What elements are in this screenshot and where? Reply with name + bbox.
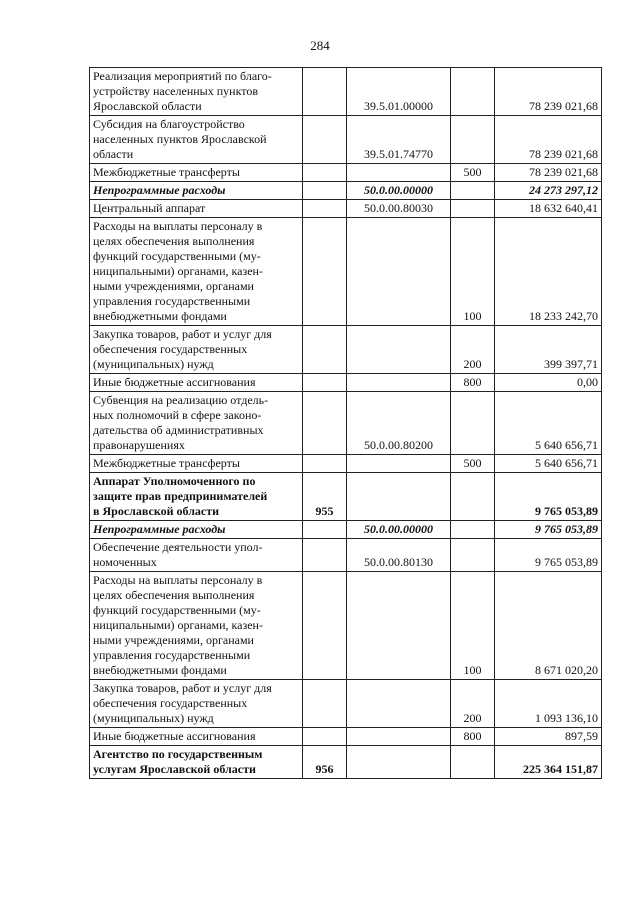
row-name: Расходы на выплаты персоналу в целях обеспечения выполнения функций государственными (му- ниципальными) органами, казен- ными учреждениями, органами управления государственными внебюджетными фондами	[90, 572, 303, 680]
row-department-code	[303, 539, 347, 572]
row-department-code	[303, 392, 347, 455]
row-name: Расходы на выплаты персоналу в целях обеспечения выполнения функций государственными (му- ниципальными) органами, казен- ными учреждениями, органами управления государственными внебюджетными фондами	[90, 218, 303, 326]
table-row	[90, 572, 602, 680]
row-name: Субвенция на реализацию отдель- ных полномочий в сфере законо- дательства об административных правонарушениях	[90, 392, 303, 455]
row-expense-type: 100	[451, 218, 495, 326]
row-department-code	[303, 572, 347, 680]
row-expense-type	[451, 521, 495, 539]
row-amount: 5 640 656,71	[495, 455, 602, 473]
table-row	[90, 680, 602, 728]
table-row	[90, 746, 602, 779]
row-department-code	[303, 326, 347, 374]
row-department-code	[303, 728, 347, 746]
row-amount: 0,00	[495, 374, 602, 392]
row-target-code	[347, 572, 451, 680]
row-department-code	[303, 218, 347, 326]
row-target-code	[347, 374, 451, 392]
row-amount: 399 397,71	[495, 326, 602, 374]
table-row	[90, 392, 602, 455]
row-amount: 78 239 021,68	[495, 116, 602, 164]
row-target-code	[347, 326, 451, 374]
row-amount: 5 640 656,71	[495, 392, 602, 455]
row-name: Субсидия на благоустройство населенных пунктов Ярославской области	[90, 116, 303, 164]
row-department-code	[303, 164, 347, 182]
row-target-code	[347, 164, 451, 182]
row-expense-type	[451, 200, 495, 218]
row-department-code	[303, 374, 347, 392]
row-name: Обеспечение деятельности упол- номоченных	[90, 539, 303, 572]
row-name: Реализация мероприятий по благо- устройству населенных пунктов Ярославской области	[90, 68, 303, 116]
row-expense-type	[451, 473, 495, 521]
row-name: Непрограммные расходы	[90, 521, 303, 539]
row-amount: 225 364 151,87	[495, 746, 602, 779]
row-department-code	[303, 680, 347, 728]
table-row	[90, 218, 602, 326]
row-amount: 78 239 021,68	[495, 164, 602, 182]
table-row	[90, 182, 602, 200]
row-target-code: 50.0.00.80200	[347, 392, 451, 455]
row-name: Центральный аппарат	[90, 200, 303, 218]
row-name: Аппарат Уполномоченного по защите прав предпринимателей в Ярославской области	[90, 473, 303, 521]
row-expense-type	[451, 68, 495, 116]
row-target-code	[347, 746, 451, 779]
row-amount: 78 239 021,68	[495, 68, 602, 116]
table-row	[90, 116, 602, 164]
row-name: Межбюджетные трансферты	[90, 455, 303, 473]
row-name: Иные бюджетные ассигнования	[90, 728, 303, 746]
row-department-code	[303, 200, 347, 218]
row-department-code	[303, 455, 347, 473]
table-row	[90, 521, 602, 539]
row-name: Непрограммные расходы	[90, 182, 303, 200]
row-name: Закупка товаров, работ и услуг для обеспечения государственных (муниципальных) нужд	[90, 680, 303, 728]
row-expense-type	[451, 746, 495, 779]
row-target-code	[347, 680, 451, 728]
row-department-code	[303, 182, 347, 200]
row-target-code: 39.5.01.00000	[347, 68, 451, 116]
row-name: Агентство по государственным услугам Ярославской области	[90, 746, 303, 779]
row-amount: 18 233 242,70	[495, 218, 602, 326]
row-target-code	[347, 455, 451, 473]
table-row	[90, 326, 602, 374]
table-row	[90, 455, 602, 473]
row-department-code	[303, 68, 347, 116]
row-expense-type: 500	[451, 455, 495, 473]
table-row	[90, 200, 602, 218]
row-target-code	[347, 473, 451, 521]
row-expense-type: 100	[451, 572, 495, 680]
row-amount: 18 632 640,41	[495, 200, 602, 218]
page-number: 284	[310, 38, 330, 53]
row-amount: 24 273 297,12	[495, 182, 602, 200]
row-name: Закупка товаров, работ и услуг для обеспечения государственных (муниципальных) нужд	[90, 326, 303, 374]
row-target-code	[347, 218, 451, 326]
row-target-code: 39.5.01.74770	[347, 116, 451, 164]
row-expense-type: 200	[451, 326, 495, 374]
row-department-code	[303, 521, 347, 539]
row-expense-type: 800	[451, 728, 495, 746]
row-target-code: 50.0.00.00000	[347, 521, 451, 539]
budget-table	[89, 67, 602, 779]
row-expense-type	[451, 539, 495, 572]
table-row	[90, 68, 602, 116]
row-amount: 9 765 053,89	[495, 539, 602, 572]
row-amount: 1 093 136,10	[495, 680, 602, 728]
row-expense-type	[451, 182, 495, 200]
row-expense-type	[451, 392, 495, 455]
row-target-code: 50.0.00.00000	[347, 182, 451, 200]
row-department-code	[303, 116, 347, 164]
row-name: Иные бюджетные ассигнования	[90, 374, 303, 392]
budget-table-body	[90, 68, 602, 779]
table-row	[90, 539, 602, 572]
table-row	[90, 728, 602, 746]
row-expense-type	[451, 116, 495, 164]
table-row	[90, 164, 602, 182]
row-name: Межбюджетные трансферты	[90, 164, 303, 182]
row-department-code: 955	[303, 473, 347, 521]
row-expense-type: 800	[451, 374, 495, 392]
row-expense-type: 500	[451, 164, 495, 182]
row-target-code: 50.0.00.80130	[347, 539, 451, 572]
row-target-code: 50.0.00.80030	[347, 200, 451, 218]
row-amount: 9 765 053,89	[495, 521, 602, 539]
row-amount: 9 765 053,89	[495, 473, 602, 521]
row-expense-type: 200	[451, 680, 495, 728]
row-department-code: 956	[303, 746, 347, 779]
row-amount: 8 671 020,20	[495, 572, 602, 680]
row-amount: 897,59	[495, 728, 602, 746]
row-target-code	[347, 728, 451, 746]
table-row	[90, 374, 602, 392]
table-row	[90, 473, 602, 521]
